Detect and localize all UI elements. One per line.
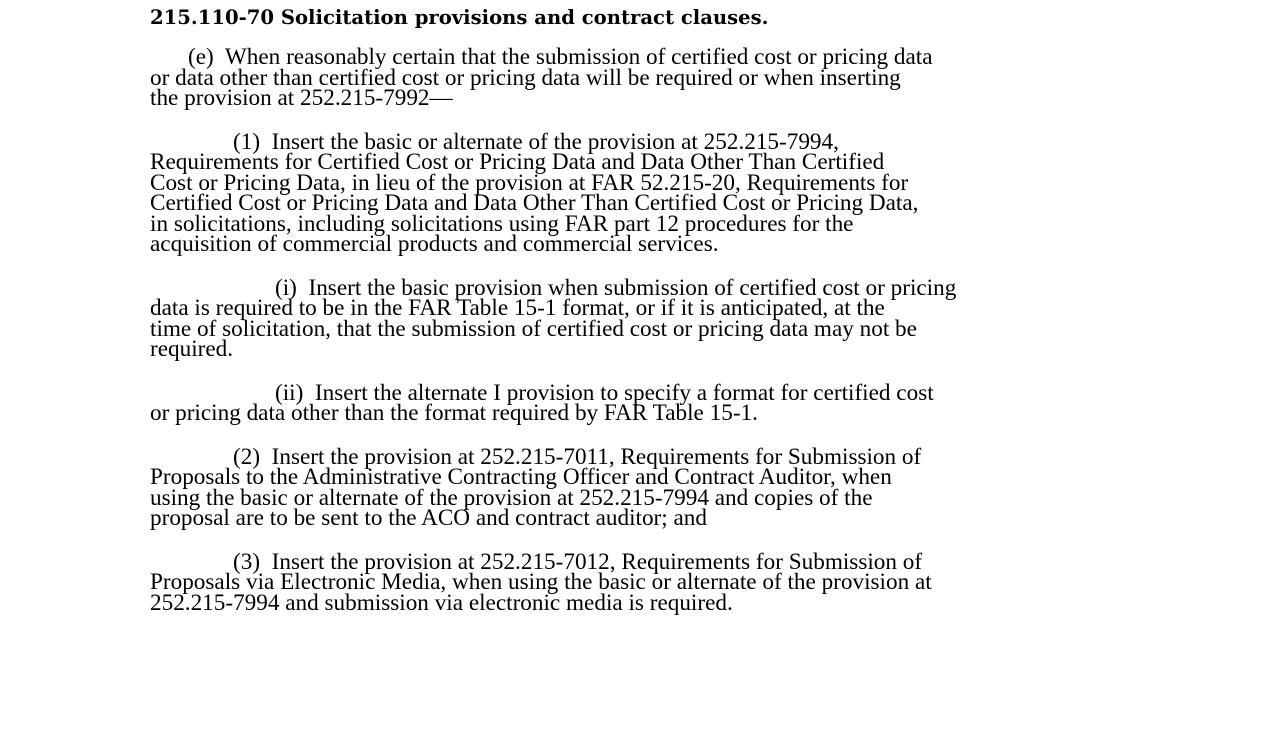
paragraph-line: Requirements for Certified Cost or Pricing Data and Data Other Than Certified (150, 149, 885, 175)
paragraph-line: (i) Insert the basic provision when submission of certified cost or pricing (275, 274, 957, 301)
section-heading: 215.110-70 Solicitation provisions and contract clauses. (150, 6, 769, 29)
paragraph-line: or data other than certified cost or pricing data will be required or when inserting (150, 64, 901, 91)
paragraph-line: (1) Insert the basic or alternate of the provision at 252.215-7994, (233, 128, 839, 155)
paragraph-line: or pricing data other than the format required by FAR Table 15-1. (150, 400, 758, 426)
paragraph-line: (3) Insert the provision at 252.215-7012, Requirements for Submission of (233, 548, 923, 575)
paragraph-line: (e) When reasonably certain that the submission of certified cost or pricing data (188, 44, 933, 70)
paragraph-line: using the basic or alternate of the provision at 252.215-7994 and copies of the (150, 484, 873, 511)
paragraph-line: Proposals to the Administrative Contracting Officer and Contract Auditor, when (150, 464, 892, 490)
paragraph-line: in solicitations, including solicitations using FAR part 12 procedures for the (150, 210, 854, 237)
paragraph-line: required. (150, 336, 234, 362)
paragraph-line: (ii) Insert the alternate I provision to specify a format for certified cost (275, 379, 934, 406)
document-page (150, 6, 1150, 636)
paragraph-line: (2) Insert the provision at 252.215-7011, Requirements for Submission of (233, 443, 922, 470)
paragraph-line: 252.215-7994 and submission via electronic media is required. (150, 589, 733, 616)
paragraph-e-1-ii (150, 379, 1150, 426)
paragraph-line: acquisition of commercial products and commercial services. (150, 231, 719, 257)
paragraph-line: time of solicitation, that the submission of certified cost or pricing data may not be (150, 315, 917, 342)
paragraph-line: Cost or Pricing Data, in lieu of the provision at FAR 52.215-20, Requirements for (150, 169, 909, 196)
paragraph-line: data is required to be in the FAR Table 15-1 format, or if it is anticipated, at the (150, 295, 885, 321)
paragraph-e-3 (150, 548, 1150, 616)
paragraph-line: Certified Cost or Pricing Data and Data Other Than Certified Cost or Pricing Data, (150, 190, 919, 216)
paragraph-e-1-i (150, 274, 1150, 362)
paragraph-line: the provision at 252.215-7992— (150, 85, 453, 111)
paragraph-e (150, 44, 1150, 111)
paragraph-e-1 (150, 128, 1150, 257)
paragraph-line: Proposals via Electronic Media, when using the basic or alternate of the provision at (150, 569, 932, 595)
paragraph-line: proposal are to be sent to the ACO and contract auditor; and (150, 505, 707, 531)
paragraph-e-2 (150, 443, 1150, 531)
